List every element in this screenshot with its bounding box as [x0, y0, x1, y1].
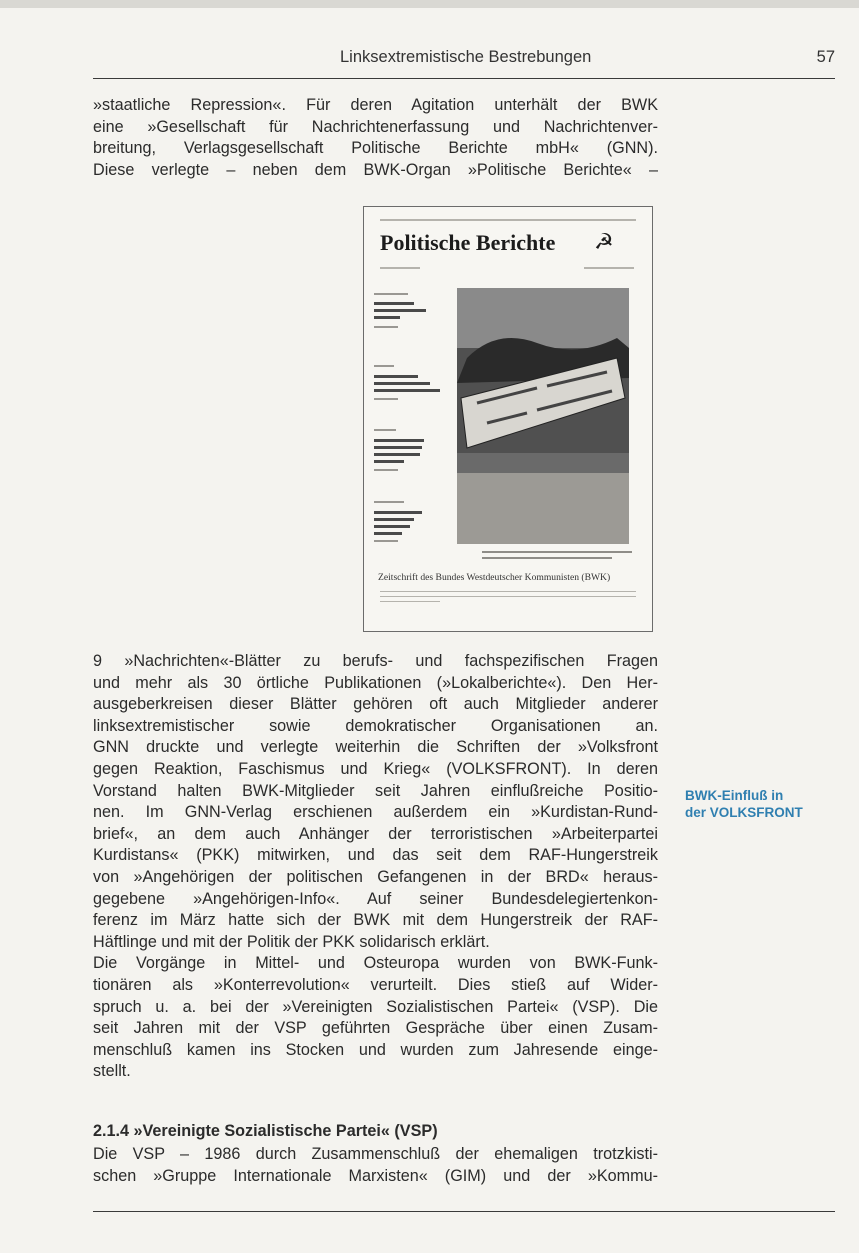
cover-imprint-line: [380, 601, 440, 602]
cover-imprint-line: [380, 596, 636, 597]
cover-contents-item: [374, 446, 422, 449]
cover-photo-caption: [482, 551, 632, 553]
cover-contents-item: [374, 316, 400, 319]
cover-imprint-line: [380, 591, 636, 592]
text-line: GNN druckte und verlegte weiterhin die Schriften der »Volksfront: [93, 738, 658, 757]
text-line: spruch u. a. bei der »Vereinigten Sozialistischen Partei« (VSP). Die: [93, 997, 658, 1016]
cover-price-line: [584, 267, 634, 269]
cover-contents-item: [374, 309, 426, 312]
cover-slogan-line: [380, 219, 636, 221]
scan-top-edge: [0, 0, 859, 8]
text-line: Diese verlegte – neben dem BWK-Organ »Politische Berichte« –: [93, 160, 658, 179]
cover-contents-item: [374, 540, 398, 542]
cover-contents-item: [374, 293, 408, 295]
text-line: linksextremistischer sowie demokratischer Organisationen an.: [93, 716, 658, 735]
cover-contents-item: [374, 460, 404, 463]
cover-contents-item: [374, 375, 418, 378]
text-line: und mehr als 30 örtliche Publikationen (»Lokalberichte«). Den Her-: [93, 673, 658, 692]
hammer-sickle-icon: ☭: [594, 229, 614, 254]
cover-contents-item: [374, 389, 440, 392]
running-title: Linksextremistische Bestrebungen: [340, 48, 592, 66]
page-number: 57: [816, 48, 835, 66]
text-line: schen »Gruppe Internationale Marxisten« (GIM) und der »Kommu-: [93, 1166, 658, 1185]
page-header: [93, 48, 835, 79]
cover-contents-item: [374, 326, 398, 328]
text-line: Häftlinge und mit der Politik der PKK solidarisch erklärt.: [93, 932, 490, 951]
section-heading: 2.1.4 »Vereinigte Sozialistische Partei« (VSP): [93, 1122, 438, 1140]
text-line: Kurdistans« (PKK) mitwirken, und das seit dem RAF-Hungerstreik: [93, 846, 658, 865]
cover-contents-item: [374, 302, 414, 305]
text-line: gegebene »Angehörigen-Info«. Auf seiner Bundesdelegiertenkon-: [93, 889, 658, 908]
paragraph-vsp: [93, 1144, 658, 1187]
text-line: Vorstand halten BWK-Mitglieder seit Jahren einflußreiche Positio-: [93, 781, 658, 800]
cover-contents-item: [374, 469, 398, 471]
cover-photo-caption: [482, 557, 612, 559]
text-line: Die Vorgänge in Mittel- und Osteuropa wurden von BWK-Funk-: [93, 954, 658, 973]
text-line: eine »Gesellschaft für Nachrichtenerfassung und Nachrichtenver-: [93, 117, 658, 136]
text-line: seit Jahren mit der VSP geführten Gespräche über einen Zusam-: [93, 1019, 658, 1038]
paragraph-top: [93, 95, 658, 181]
cover-contents-item: [374, 532, 402, 535]
text-line: tionären als »Konterrevolution« verurteilt. Dies stieß auf Wider-: [93, 975, 658, 994]
footer-rule: [93, 1211, 835, 1212]
magazine-cover-figure: [363, 206, 653, 632]
text-line: nen. Im GNN-Verlag erschienen außerdem ein »Kurdistan-Rund-: [93, 803, 658, 822]
cover-contents-item: [374, 511, 422, 514]
cover-contents-item: [374, 518, 414, 521]
text-line: brief«, an dem auch Anhänger der terroristischen »Arbeiterpartei: [93, 824, 658, 843]
margin-note-line: BWK-Einfluß in: [685, 788, 784, 803]
cover-contents-item: [374, 453, 420, 456]
cover-contents-item: [374, 501, 404, 503]
margin-note: [685, 787, 803, 821]
text-line: stellt.: [93, 1062, 131, 1081]
text-line: ferenz im März hatte sich der BWK mit dem Hungerstreik der RAF-: [93, 911, 658, 930]
text-line: Die VSP – 1986 durch Zusammenschluß der ehemaligen trotzkisti-: [93, 1145, 658, 1163]
cover-photo-banner: [457, 288, 629, 544]
cover-contents-item: [374, 398, 398, 400]
cover-contents-item: [374, 429, 396, 431]
cover-date-line: [380, 267, 420, 269]
text-line: von »Angehörigen der politischen Gefangenen in der BRD« heraus-: [93, 867, 658, 886]
text-line: breitung, Verlagsgesellschaft Politische Berichte mbH« (GNN).: [93, 139, 658, 158]
text-line: ausgeberkreisen dieser Blätter gehören oft auch Mitglieder anderer: [93, 695, 658, 714]
cover-masthead: Politische Berichte: [380, 230, 556, 255]
cover-contents-item: [374, 525, 410, 528]
text-line: 9 »Nachrichten«-Blätter zu berufs- und fachspezifischen Fragen: [93, 652, 658, 670]
banner-photo-image: [457, 288, 629, 544]
margin-note-line: der VOLKSFRONT: [685, 805, 803, 820]
text-line: »staatliche Repression«. Für deren Agitation unterhält der BWK: [93, 96, 658, 114]
text-line: gegen Reaktion, Faschismus und Krieg« (VOLKSFRONT). In deren: [93, 759, 658, 778]
cover-footer-title: Zeitschrift des Bundes Westdeutscher Kommunisten (BWK): [378, 572, 611, 583]
paragraph-middle: [93, 651, 658, 1083]
cover-contents-item: [374, 365, 394, 367]
cover-contents-item: [374, 439, 424, 442]
text-line: menschluß kamen ins Stocken und wurden zum Jahresende einge-: [93, 1040, 658, 1059]
cover-contents-item: [374, 382, 430, 385]
